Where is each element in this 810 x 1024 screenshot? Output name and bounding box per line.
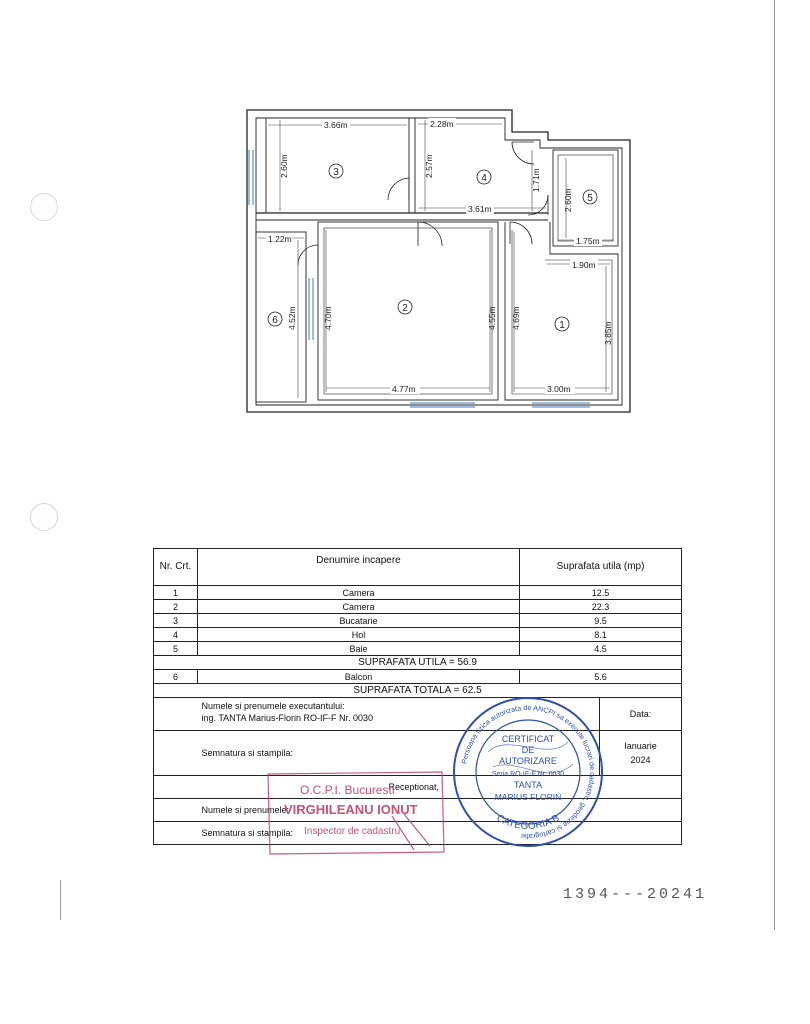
row-nr: 3	[154, 614, 198, 628]
date-year: 2024	[630, 755, 651, 765]
date-label: Data:	[600, 698, 682, 731]
row-name: Balcon	[198, 670, 520, 684]
ocpi-stamp	[262, 766, 452, 858]
table-row	[154, 614, 682, 628]
room-number-1: 1	[559, 320, 565, 331]
dim-r6-height: 4.52m	[287, 306, 297, 330]
room-number-2: 2	[402, 303, 408, 314]
table-row	[154, 586, 682, 600]
ocpi-line2: VIRGHILEANU IONUT	[284, 802, 418, 817]
dim-r4-side: 1.71m	[531, 168, 541, 192]
table-row	[154, 670, 682, 684]
dim-r4-bottom: 3.61m	[468, 204, 492, 214]
header-name: Denumire incapere	[198, 549, 520, 586]
date-month: Ianuarie	[624, 741, 657, 751]
ocpi-line1: O.C.P.I. Bucuresti	[300, 783, 395, 797]
row-nr: 6	[154, 670, 198, 684]
room-number-4: 4	[481, 173, 487, 184]
dim-r1-right: 3.85m	[603, 321, 613, 345]
row-nr: 2	[154, 600, 198, 614]
row-area: 9.5	[520, 614, 682, 628]
stamp-line6: MARIUS FLORIN	[494, 792, 562, 802]
executor-name: ing. TANTA Marius-Florin RO-IF-F Nr. 0030	[201, 713, 374, 723]
stamp-line2: DE	[521, 745, 535, 755]
row-area: 4.5	[520, 642, 682, 656]
dim-r6-width: 1.22m	[268, 234, 292, 244]
received-name-label: Numele si prenumele:	[198, 799, 682, 822]
table-row	[154, 628, 682, 642]
room-number-5: 5	[587, 193, 593, 204]
row-name: Baie	[198, 642, 520, 656]
room-number-3: 3	[333, 167, 339, 178]
dim-r2-right: 4.55m	[487, 306, 497, 330]
util-total: SUPRAFATA UTILA = 56.9	[154, 656, 682, 670]
row-nr: 5	[154, 642, 198, 656]
header-area: Suprafata utila (mp)	[520, 549, 682, 586]
punch-hole-bottom	[30, 503, 58, 531]
row-area: 22.3	[520, 600, 682, 614]
stamp-line5: TANTA	[513, 780, 543, 790]
dim-r3-width: 3.66m	[324, 120, 348, 130]
table-row	[154, 600, 682, 614]
stamp-line3: AUTORIZARE	[499, 756, 557, 766]
executor-label: Numele si prenumele executantului:	[201, 701, 345, 711]
dim-r2-width: 4.77m	[392, 384, 416, 394]
dim-r5-width: 1.75m	[576, 236, 600, 246]
dim-r1-left: 4.69m	[511, 306, 521, 330]
row-area: 8.1	[520, 628, 682, 642]
row-name: Camera	[198, 586, 520, 600]
certificate-stamp	[448, 692, 608, 852]
row-area: 5.6	[520, 670, 682, 684]
row-nr: 1	[154, 586, 198, 600]
dim-r2-left: 4.70m	[323, 306, 333, 330]
row-area: 12.5	[520, 586, 682, 600]
scan-border-left	[60, 880, 61, 920]
room-number-6: 6	[272, 315, 278, 326]
table-row	[154, 642, 682, 656]
row-name: Hol	[198, 628, 520, 642]
dim-r5-height: 2.60m	[563, 188, 573, 212]
received-signature-label: Semnatura si stampila:	[198, 822, 682, 845]
stamp-line4: Seria RO-IF-F Nr. 0030	[491, 771, 565, 778]
stamp-bottom-text: CATEGORIA B	[494, 812, 562, 832]
header-nr: Nr. Crt.	[154, 549, 198, 586]
executor-signature-label: Semnatura si stampila:	[198, 731, 600, 776]
received-label: Receptionat,	[198, 776, 682, 799]
dim-r3-height: 2.60m	[279, 154, 289, 178]
dim-r1-top: 1.90m	[572, 260, 596, 270]
dim-r4-width: 2.28m	[430, 119, 454, 129]
row-name: Bucatarie	[198, 614, 520, 628]
row-name: Camera	[198, 600, 520, 614]
grand-total: SUPRAFATA TOTALA = 62.5	[154, 684, 682, 698]
dim-r4-height: 2.57m	[424, 154, 434, 178]
stamp-ring-text: Persoana fizica autorizata de ANCPI sa execute lucrari de cadastru, geodezie si cartografie	[459, 702, 598, 842]
dim-r1-width: 3.00m	[547, 384, 571, 394]
stamp-line1: CERTIFICAT	[501, 734, 555, 744]
floor-plan	[0, 0, 810, 440]
document-number: 1394---20241	[563, 886, 708, 903]
ocpi-line3: Inspector de cadastru	[304, 826, 401, 837]
row-nr: 4	[154, 628, 198, 642]
